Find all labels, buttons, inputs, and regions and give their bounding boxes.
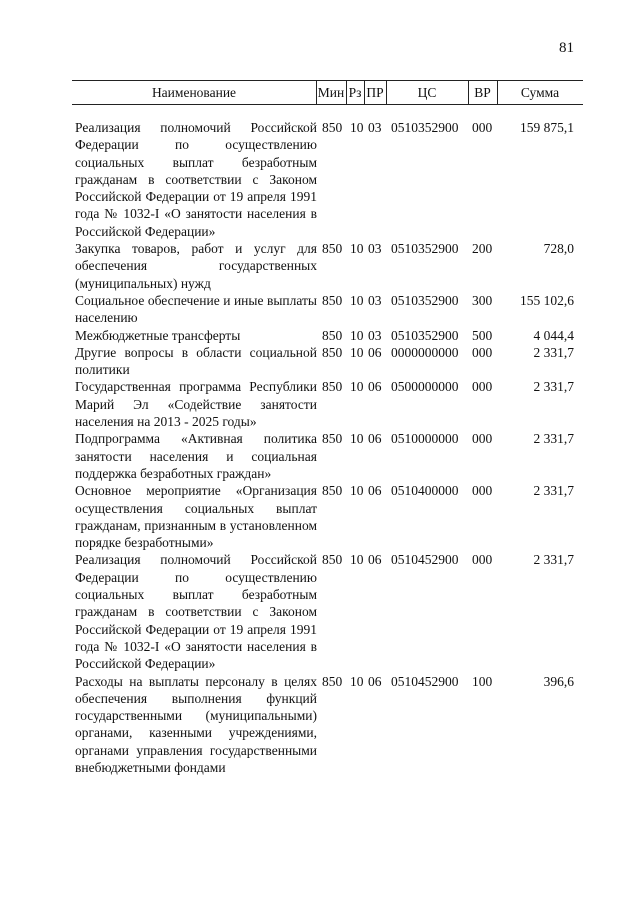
row-vr: 000	[472, 344, 493, 360]
row-rz: 10	[350, 483, 364, 499]
row-pr: 03	[368, 292, 382, 308]
row-vr: 000	[472, 379, 493, 395]
table-row	[0, 430, 640, 482]
table-row	[0, 240, 640, 292]
row-pr: 03	[368, 241, 382, 257]
header-min: Мин	[317, 85, 345, 100]
row-min: 850	[322, 344, 343, 360]
row-cs: 0510452900	[391, 552, 459, 568]
row-sum: 2 331,7	[533, 379, 574, 395]
header-bottom-rule	[72, 104, 583, 105]
row-min: 850	[322, 379, 343, 395]
header-top-rule	[72, 80, 583, 81]
row-min: 850	[322, 241, 343, 257]
table-row	[0, 344, 640, 379]
table-row	[0, 551, 640, 672]
header-cs: ЦС	[417, 85, 437, 100]
row-cs: 0510400000	[391, 483, 459, 499]
row-vr: 500	[472, 327, 493, 343]
row-min: 850	[322, 552, 343, 568]
row-rz: 10	[350, 292, 364, 308]
row-rz: 10	[350, 120, 364, 135]
table-row	[0, 673, 640, 777]
page-number: 81	[559, 40, 574, 56]
table-row	[0, 378, 640, 430]
row-cs: 0510452900	[391, 673, 459, 689]
row-rz: 10	[350, 344, 364, 360]
table-row	[0, 292, 640, 327]
row-pr: 03	[368, 120, 382, 135]
row-min: 850	[322, 431, 343, 447]
row-rz: 10	[350, 673, 364, 689]
row-name: Подпрограмма «Активная политика занятости населения и социальная поддержка безработных граждан»	[75, 431, 317, 481]
row-vr: 000	[472, 552, 493, 568]
row-vr: 000	[472, 120, 493, 135]
row-cs: 0000000000	[391, 344, 459, 360]
row-sum: 2 331,7	[533, 344, 574, 360]
header-sum: Сумма	[520, 85, 560, 100]
header-pr: ПР	[366, 85, 384, 100]
row-cs: 0500000000	[391, 379, 459, 395]
budget-table-body	[0, 119, 640, 776]
row-min: 850	[322, 483, 343, 499]
row-sum: 2 331,7	[533, 552, 574, 568]
row-sum: 2 331,7	[533, 431, 574, 447]
row-min: 850	[322, 120, 343, 135]
row-sum: 728,0	[543, 241, 574, 257]
row-pr: 03	[368, 327, 382, 343]
header-rz: Рз	[348, 85, 362, 100]
row-sum: 155 102,6	[520, 292, 574, 308]
row-pr: 06	[368, 344, 382, 360]
row-pr: 06	[368, 673, 382, 689]
row-rz: 10	[350, 327, 364, 343]
row-sum: 2 331,7	[533, 483, 574, 499]
row-name: Расходы на выплаты персоналу в целях обеспечения выполнения функций государственными (муниципальными) органами, казенными учреждениями, органами управления государственными внебюджетными фондами	[75, 673, 317, 775]
row-pr: 06	[368, 552, 382, 568]
row-name: Основное мероприятие «Организация осуществления социальных выплат гражданам, признанным в установленном порядке безработными»	[75, 483, 317, 551]
row-rz: 10	[350, 241, 364, 257]
row-name: Социальное обеспечение и иные выплаты населению	[75, 292, 317, 326]
row-cs: 0510000000	[391, 431, 459, 447]
row-vr: 000	[472, 483, 493, 499]
row-vr: 300	[472, 292, 493, 308]
row-name: Межбюджетные трансферты	[75, 327, 241, 343]
row-rz: 10	[350, 552, 364, 568]
row-vr: 000	[472, 431, 493, 447]
row-rz: 10	[350, 379, 364, 395]
header-name: Наименование	[151, 85, 237, 100]
row-min: 850	[322, 673, 343, 689]
row-rz: 10	[350, 431, 364, 447]
header-vr: ВР	[474, 85, 491, 100]
row-cs: 0510352900	[391, 327, 459, 343]
row-sum: 159 875,1	[520, 120, 574, 135]
row-name: Государственная программа Республики Марий Эл «Содействие занятости населения на 2013 - 2025 годы»	[75, 379, 317, 430]
row-pr: 06	[368, 483, 382, 499]
row-cs: 0510352900	[391, 120, 459, 135]
table-row	[0, 327, 640, 344]
row-vr: 200	[472, 241, 493, 257]
table-row	[0, 482, 640, 551]
row-cs: 0510352900	[391, 292, 459, 308]
row-min: 850	[322, 327, 343, 343]
row-name: Другие вопросы в области социальной политики	[75, 344, 317, 378]
row-sum: 4 044,4	[533, 327, 574, 343]
row-name: Реализация полномочий Российской Федерации по осуществлению социальных выплат безработным гражданам в соответствии с Законом Российской Федерации от 19 апреля 1991 года № 1032-I «О занятости населения в Российской Федерации»	[75, 120, 317, 239]
row-cs: 0510352900	[391, 241, 459, 257]
row-sum: 396,6	[543, 673, 574, 689]
row-vr: 100	[472, 673, 493, 689]
row-pr: 06	[368, 379, 382, 395]
row-min: 850	[322, 292, 343, 308]
table-row	[0, 119, 640, 240]
row-name: Закупка товаров, работ и услуг для обеспечения государственных (муниципальных) нужд	[75, 241, 317, 291]
row-pr: 06	[368, 431, 382, 447]
row-name: Реализация полномочий Российской Федерации по осуществлению социальных выплат безработным гражданам в соответствии с Законом Российской Федерации от 19 апреля 1991 года № 1032-I «О занятости населения в Российской Федерации»	[75, 552, 317, 672]
